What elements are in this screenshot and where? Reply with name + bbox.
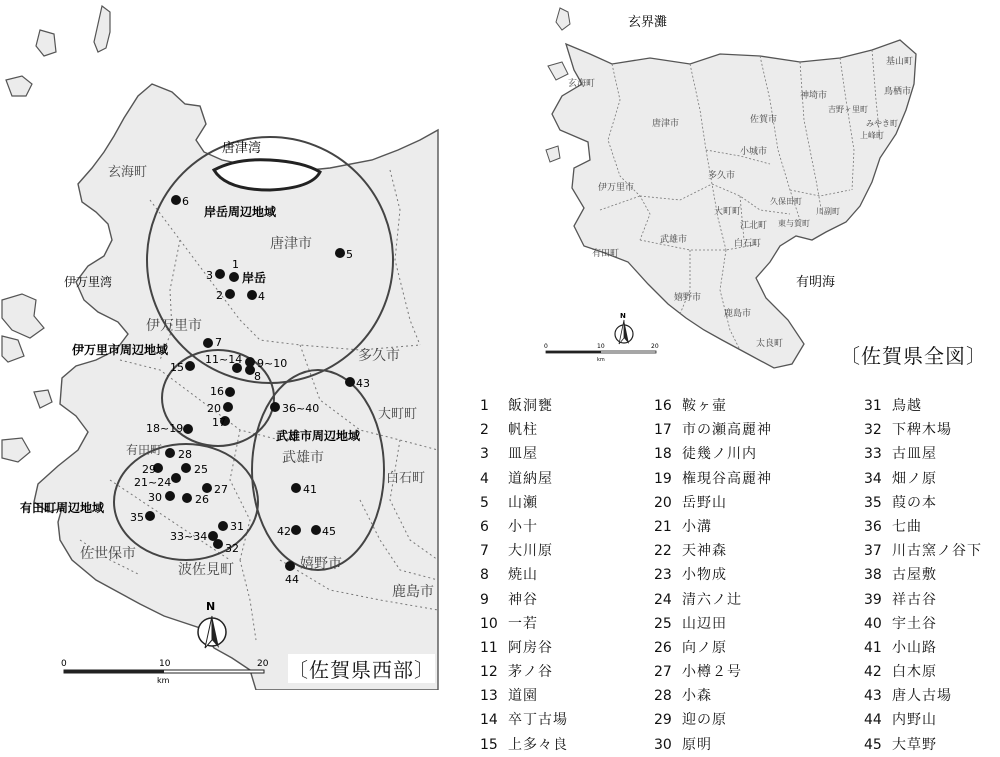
site-label: 1 (232, 258, 239, 271)
label-karatsu-bay: 唐津湾 (222, 141, 262, 156)
site-dot (223, 402, 233, 412)
legend-item (480, 588, 568, 612)
label-karatsu-city: 唐津市 (270, 236, 312, 252)
label-imari-bay: 伊万里湾 (64, 275, 113, 289)
legend-item-name: 一若 (508, 615, 538, 632)
site-dot (229, 272, 239, 282)
legend-item-number: 11 (480, 639, 498, 656)
legend-item-name: 道納屋 (508, 470, 553, 487)
legend-item-number: 22 (654, 543, 672, 560)
svg-text:0: 0 (544, 343, 548, 350)
legend-item (864, 708, 982, 732)
site-dot (165, 491, 175, 501)
legend-item-name: 祥古谷 (892, 591, 937, 608)
legend-item-name: 葭の本 (892, 494, 937, 511)
island-c (6, 76, 32, 96)
label-hasami-town: 波佐見町 (178, 562, 234, 578)
legend-item (480, 442, 568, 466)
site-label: 30 (148, 491, 162, 504)
full-label-karatsu-city: 唐津市 (652, 119, 680, 129)
label-sasebo-city: 佐世保市 (80, 546, 136, 562)
site-label: 3 (206, 269, 213, 282)
island-e (2, 336, 24, 362)
site-dot (225, 289, 235, 299)
legend-item (480, 418, 568, 442)
legend-item-number: 41 (864, 639, 882, 656)
legend-item-name: 小十 (508, 518, 538, 535)
site-label: 8 (254, 370, 261, 383)
site-dot (171, 473, 181, 483)
legend-item (480, 733, 568, 757)
full-label-yoshinogari-town: 吉野ヶ里町 (828, 105, 868, 114)
legend-item (654, 418, 772, 442)
label-area-arita: 有田町周辺地域 (20, 501, 105, 515)
legend-item-number: 24 (654, 591, 672, 608)
legend-item-name: 上多々良 (508, 736, 568, 753)
legend-item-name: 神谷 (508, 591, 538, 608)
svg-text:20: 20 (257, 659, 269, 669)
legend-item-name: 七曲 (892, 518, 922, 535)
full-label-higashiyoka-town: 東与賀町 (778, 219, 810, 228)
legend-item-number: 16 (654, 398, 672, 414)
legend-item (480, 612, 568, 636)
site-label: 43 (356, 377, 370, 390)
site-dot (335, 248, 345, 258)
legend-item-number: 36 (864, 518, 882, 535)
full-label-kamimine-town: 上峰町 (860, 131, 884, 140)
legend-item-number: 14 (480, 712, 498, 729)
legend-item (654, 491, 772, 515)
site-dot (291, 483, 301, 493)
legend-item-name: 市の瀬高麗神 (682, 422, 772, 439)
site-label: 4 (258, 290, 265, 303)
legend-item-number: 4 (480, 470, 489, 487)
site-label: 26 (195, 493, 209, 506)
full-label-shiroishi-town: 白石町 (734, 239, 762, 249)
full-label-tosu-city: 鳥栖市 (884, 87, 912, 97)
legend-item (480, 515, 568, 539)
legend-item (480, 467, 568, 491)
legend-item-number: 6 (480, 518, 489, 535)
full-label-takeo-city: 武雄市 (660, 235, 688, 245)
legend-item (864, 515, 982, 539)
legend-item-name: 白木原 (892, 664, 937, 681)
legend-item-name: 原明 (682, 736, 712, 753)
svg-text:10: 10 (597, 343, 605, 350)
legend-item-name: 天神森 (682, 543, 727, 560)
full-label-miyaki-town: みやき町 (866, 119, 898, 128)
legend-item-name: 山瀬 (508, 494, 538, 511)
label-ureshino-city: 嬉野市 (300, 556, 342, 572)
legend-item-name: 唐人古場 (892, 688, 952, 705)
site-dot (185, 361, 195, 371)
label-omachi-town: 大町町 (378, 407, 418, 422)
legend-item-number: 45 (864, 736, 882, 753)
site-dot (202, 483, 212, 493)
legend-item-name: 皿屋 (508, 446, 538, 463)
site-dot (203, 338, 213, 348)
legend-item (654, 539, 772, 563)
legend-item (480, 636, 568, 660)
full-island-a (556, 8, 570, 30)
legend-item-number: 19 (654, 470, 672, 487)
legend-column-3 (864, 394, 982, 757)
svg-text:20: 20 (651, 343, 659, 350)
legend-item-name: 阿房谷 (508, 639, 553, 656)
svg-text:10: 10 (159, 659, 171, 669)
site-label: 31 (230, 520, 244, 533)
legend-item-number: 35 (864, 494, 882, 511)
legend-item (480, 394, 568, 418)
site-label: 15 (170, 361, 184, 374)
legend-item-name: 迎の原 (682, 712, 727, 729)
site-label: 7 (215, 336, 222, 349)
svg-text:N: N (620, 312, 626, 320)
island-b (36, 30, 56, 56)
legend-item-number: 25 (654, 615, 672, 632)
label-kishidake: 岸岳 (242, 271, 267, 285)
site-dot (285, 561, 295, 571)
site-dot (218, 521, 228, 531)
legend-item-number: 13 (480, 688, 498, 705)
site-dot (270, 402, 280, 412)
legend-item-number: 12 (480, 664, 498, 681)
legend-item-number: 21 (654, 518, 672, 535)
legend-item-number: 18 (654, 446, 672, 463)
site-label: 36~40 (282, 402, 320, 415)
legend-item-number: 7 (480, 543, 489, 560)
site-dot (291, 525, 301, 535)
full-label-ogi-city: 小城市 (740, 147, 768, 157)
legend-item (864, 418, 982, 442)
legend-item (480, 491, 568, 515)
legend-item-name: 宇土谷 (892, 615, 937, 632)
legend-item-number: 23 (654, 567, 672, 584)
island-f (2, 438, 30, 462)
legend-item (480, 708, 568, 732)
legend-item-name: 小森 (682, 688, 712, 705)
island-a (94, 6, 110, 52)
legend-item-name: 鳥越 (892, 398, 922, 414)
site-dot (171, 195, 181, 205)
legend-item-name: 古屋敷 (892, 567, 937, 584)
label-area-takeo: 武雄市周辺地域 (276, 429, 361, 443)
legend-item-number: 37 (864, 543, 882, 560)
site-label: 9~10 (257, 357, 288, 370)
legend-item (864, 636, 982, 660)
label-kashima-city: 鹿島市 (392, 584, 434, 600)
legend-item (654, 442, 772, 466)
full-label-kohoku-town: 江北町 (740, 221, 768, 231)
legend-item-number: 17 (654, 422, 672, 439)
site-label: 16 (210, 385, 224, 398)
legend-item (864, 612, 982, 636)
legend-item-number: 40 (864, 615, 882, 632)
full-label-tara-town: 太良町 (756, 339, 784, 349)
site-label: 27 (214, 483, 228, 496)
label-area-imari: 伊万里市周辺地域 (72, 343, 169, 357)
legend-item-number: 8 (480, 567, 489, 584)
full-label-ureshino-city: 嬉野市 (674, 293, 702, 303)
legend-item-name: 小物成 (682, 567, 727, 584)
west-map (2, 6, 438, 690)
site-legend (472, 394, 1000, 753)
site-dot (145, 511, 155, 521)
full-map (544, 8, 916, 368)
legend-item (480, 563, 568, 587)
full-map-title: 〔佐賀県全図〕 (840, 340, 987, 369)
legend-item (864, 467, 982, 491)
label-genkai-town: 玄海町 (108, 165, 148, 180)
svg-text:N: N (206, 600, 216, 613)
legend-item (654, 636, 772, 660)
full-north-arrow (615, 312, 633, 344)
site-label: 33~34 (170, 530, 208, 543)
site-label: 2 (216, 289, 223, 302)
legend-item (654, 588, 772, 612)
site-dot (345, 377, 355, 387)
site-label: 18~19 (146, 422, 184, 435)
site-label: 28 (178, 448, 192, 461)
full-island-b (548, 62, 568, 80)
legend-item (654, 394, 772, 418)
site-label: 20 (207, 402, 221, 415)
legend-item (654, 708, 772, 732)
full-label-ariake-sea: 有明海 (796, 275, 836, 290)
site-label: 45 (322, 525, 336, 538)
legend-item-name: 飯洞甕 (508, 398, 553, 414)
label-arita-town: 有田町 (126, 443, 163, 457)
legend-column-1 (480, 394, 568, 757)
legend-item-name: 大川原 (508, 543, 553, 560)
legend-item (654, 467, 772, 491)
legend-item-name: 畑ノ原 (892, 470, 937, 487)
legend-item-name: 卒丁古場 (508, 712, 568, 729)
legend-item-number: 39 (864, 591, 882, 608)
island-g (34, 390, 52, 408)
legend-item-number: 20 (654, 494, 672, 511)
legend-item (654, 612, 772, 636)
site-dot (225, 387, 235, 397)
legend-item (480, 539, 568, 563)
legend-item-number: 38 (864, 567, 882, 584)
legend-item-number: 30 (654, 736, 672, 753)
site-label: 42 (277, 525, 291, 538)
legend-item (654, 684, 772, 708)
site-dot (245, 357, 255, 367)
legend-item (654, 733, 772, 757)
legend-item-number: 28 (654, 688, 672, 705)
legend-item (654, 660, 772, 684)
legend-item-number: 34 (864, 470, 882, 487)
site-label: 32 (225, 542, 239, 555)
legend-item (864, 491, 982, 515)
full-label-arita-town: 有田町 (592, 249, 620, 259)
label-taku-city: 多久市 (358, 348, 400, 364)
full-label-imari-city: 伊万里市 (598, 183, 635, 193)
full-label-kashima-city: 鹿島市 (724, 309, 752, 319)
full-label-kubota-town: 久保田町 (770, 197, 802, 206)
legend-item-number: 29 (654, 712, 672, 729)
site-label: 25 (194, 463, 208, 476)
legend-column-2 (654, 394, 772, 757)
full-label-genkai-town: 玄海町 (568, 79, 596, 89)
full-label-kiyama-town: 基山町 (886, 57, 914, 67)
legend-item (864, 588, 982, 612)
legend-item (864, 394, 982, 418)
legend-item-name: 帆柱 (508, 422, 538, 439)
legend-item-name: 大草野 (892, 736, 937, 753)
label-area-kishidake: 岸岳周辺地域 (204, 205, 277, 219)
island-d (2, 294, 44, 338)
legend-item-number: 5 (480, 494, 489, 511)
site-label: 41 (303, 483, 317, 496)
label-imari-city: 伊万里市 (146, 318, 202, 334)
full-label-kanzaki-city: 神埼市 (800, 91, 828, 101)
legend-item-name: 権現谷高麗神 (682, 470, 772, 487)
legend-item-name: 川古窯ノ谷下 (892, 543, 982, 560)
legend-item-name: 岳野山 (682, 494, 727, 511)
legend-item-number: 32 (864, 422, 882, 439)
full-island-c (546, 146, 560, 162)
site-label: 5 (346, 248, 353, 261)
legend-item (864, 563, 982, 587)
legend-item-number: 15 (480, 736, 498, 753)
site-label: 17 (212, 416, 226, 429)
site-dot (181, 463, 191, 473)
site-label: 29 (142, 463, 156, 476)
site-label: 35 (130, 511, 144, 524)
legend-item-name: 徒幾ノ川内 (682, 446, 757, 463)
legend-item-name: 清六ノ辻 (682, 591, 742, 608)
legend-item-number: 1 (480, 398, 489, 414)
legend-item-name: 下稗木場 (892, 422, 952, 439)
site-dot (165, 448, 175, 458)
legend-item-number: 44 (864, 712, 882, 729)
legend-item-number: 33 (864, 446, 882, 463)
legend-item-number: 27 (654, 664, 672, 681)
svg-text:km: km (597, 357, 605, 363)
legend-item-name: 鞍ヶ壷 (682, 398, 727, 414)
legend-item-name: 山辺田 (682, 615, 727, 632)
full-label-taku-city: 多久市 (708, 171, 736, 181)
site-label: 6 (182, 195, 189, 208)
legend-item-number: 9 (480, 591, 489, 608)
legend-item-name: 道園 (508, 688, 538, 705)
legend-item-name: 小溝 (682, 518, 712, 535)
legend-item-name: 向ノ原 (682, 639, 727, 656)
site-label: 44 (285, 573, 299, 586)
legend-item-name: 小樽２号 (682, 664, 742, 681)
full-scale-bar (544, 343, 659, 363)
legend-item (864, 733, 982, 757)
legend-item (480, 684, 568, 708)
legend-item-name: 茅ノ谷 (508, 664, 553, 681)
legend-item-number: 3 (480, 446, 489, 463)
full-label-kawasoe-town: 川副町 (816, 207, 840, 216)
site-dot (215, 269, 225, 279)
legend-item-number: 31 (864, 398, 882, 414)
legend-item-number: 2 (480, 422, 489, 439)
legend-item-number: 43 (864, 688, 882, 705)
site-dot (311, 525, 321, 535)
site-dot (182, 493, 192, 503)
legend-item (864, 660, 982, 684)
legend-item-name: 内野山 (892, 712, 937, 729)
legend-item (654, 515, 772, 539)
legend-item-name: 小山路 (892, 639, 937, 656)
west-map-title: 〔佐賀県西部〕 (288, 654, 435, 683)
legend-item (864, 539, 982, 563)
site-dot (208, 531, 218, 541)
site-label: 21~24 (134, 476, 172, 489)
legend-item (864, 684, 982, 708)
legend-item-number: 10 (480, 615, 498, 632)
svg-text:0: 0 (61, 659, 67, 669)
full-label-omachi-town: 大町町 (714, 207, 742, 217)
label-takeo-city: 武雄市 (282, 450, 324, 466)
full-label-genkai-sea: 玄界灘 (628, 15, 668, 30)
legend-item (654, 563, 772, 587)
legend-item-number: 26 (654, 639, 672, 656)
legend-item-name: 焼山 (508, 567, 538, 584)
svg-text:km: km (157, 676, 170, 685)
legend-item-number: 42 (864, 664, 882, 681)
legend-item (480, 660, 568, 684)
site-label: 11~14 (205, 353, 243, 366)
legend-item-name: 古皿屋 (892, 446, 937, 463)
site-dot (183, 424, 193, 434)
site-dot (247, 290, 257, 300)
west-scale-bar (61, 659, 269, 685)
full-label-saga-city: 佐賀市 (750, 115, 778, 125)
label-shiroishi-town: 白石町 (386, 471, 426, 486)
legend-item (864, 442, 982, 466)
